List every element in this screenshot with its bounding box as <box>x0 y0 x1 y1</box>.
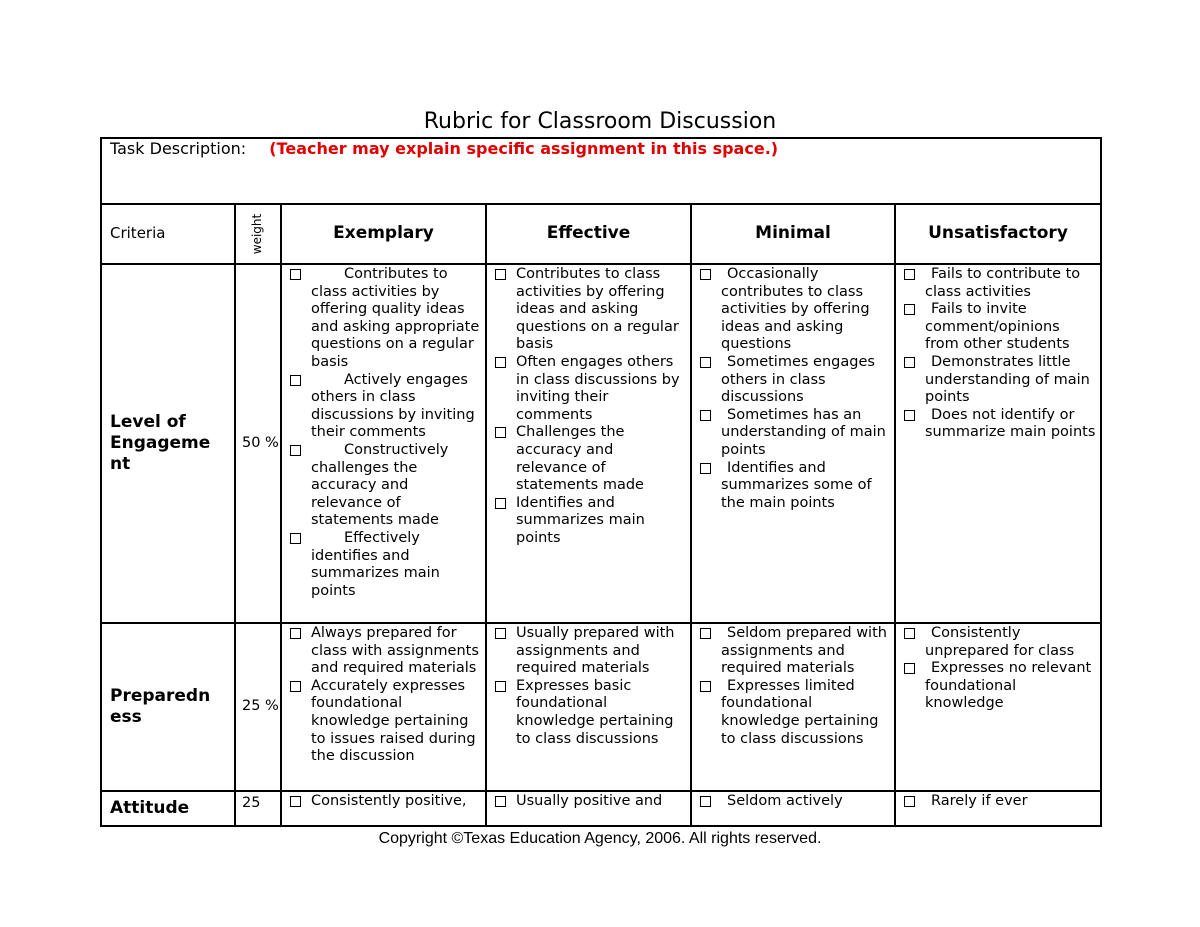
level-header-unsatisfactory: Unsatisfactory <box>895 204 1101 264</box>
checkbox-icon <box>290 375 301 386</box>
list-item <box>700 793 890 811</box>
checkbox-icon <box>904 357 915 368</box>
task-description-row <box>101 138 1101 204</box>
list-item <box>495 354 686 424</box>
criteria-header: Criteria <box>101 204 235 264</box>
criteria-row-preparedness <box>101 623 1101 791</box>
list-item <box>290 266 481 372</box>
list-item <box>495 625 686 678</box>
checkbox-icon <box>495 357 506 368</box>
cell-minimal <box>691 791 895 826</box>
checkbox-icon <box>290 533 301 544</box>
list-item <box>495 678 686 748</box>
list-item <box>290 678 481 766</box>
checkbox-icon <box>495 269 506 280</box>
cell-minimal <box>691 264 895 623</box>
cell-minimal <box>691 623 895 791</box>
list-item <box>904 407 1096 442</box>
list-item <box>904 301 1096 354</box>
checkbox-icon <box>495 628 506 639</box>
criteria-label: Attitude <box>101 791 235 826</box>
checkbox-icon <box>904 663 915 674</box>
list-item <box>290 625 481 678</box>
checkbox-icon <box>495 498 506 509</box>
task-description-label: Task Description: <box>110 139 247 158</box>
item-text: Seldom actively <box>727 793 843 809</box>
checkbox-icon <box>700 463 711 474</box>
item-text: Accurately expresses foundational knowledge pertaining to issues raised during the discussion <box>311 677 476 765</box>
item-text: Contributes to class activities by offering ideas and asking questions on a regular basis <box>516 266 679 353</box>
item-text: Does not identify or summarize main points <box>925 406 1096 441</box>
item-text: Consistently positive, <box>311 793 467 809</box>
criteria-weight: 25 <box>235 791 281 826</box>
checkbox-icon <box>904 304 915 315</box>
list-item <box>700 266 890 354</box>
checkbox-icon <box>904 796 915 807</box>
checkbox-icon <box>700 410 711 421</box>
cell-unsatisfactory <box>895 264 1101 623</box>
checkbox-icon <box>290 445 301 456</box>
cell-exemplary <box>281 264 486 623</box>
checkbox-icon <box>495 681 506 692</box>
copyright-footer: Copyright ©Texas Education Agency, 2006. All rights reserved. <box>378 830 822 847</box>
item-text: Identifies and summarizes some of the main points <box>721 459 872 511</box>
list-item <box>290 372 481 442</box>
task-description-cell <box>101 138 1101 204</box>
list-item <box>700 678 890 748</box>
level-header-exemplary: Exemplary <box>281 204 486 264</box>
criteria-row-engagement <box>101 264 1101 623</box>
checkbox-icon <box>904 628 915 639</box>
criteria-label: Level of Engageme nt <box>101 264 235 623</box>
cell-unsatisfactory <box>895 791 1101 826</box>
header-row <box>101 204 1101 264</box>
item-text: Constructively challenges the accuracy and relevance of statements made <box>311 441 449 529</box>
checkbox-icon <box>904 269 915 280</box>
checkbox-icon <box>290 681 301 692</box>
criteria-weight: 50 % <box>235 264 281 623</box>
checkbox-icon <box>290 796 301 807</box>
checkbox-icon <box>700 628 711 639</box>
criteria-weight: 25 % <box>235 623 281 791</box>
list-item <box>700 460 890 513</box>
item-text: Fails to invite comment/opinions from other students <box>925 301 1070 353</box>
checkbox-icon <box>700 357 711 368</box>
item-text: Occasionally contributes to class activities by offering ideas and asking questions <box>721 266 870 353</box>
item-text: Expresses basic foundational knowledge pertaining to class discussions <box>516 677 674 747</box>
item-text: Sometimes engages others in class discussions <box>721 353 875 406</box>
checkbox-icon <box>700 796 711 807</box>
checkbox-icon <box>290 628 301 639</box>
list-item <box>904 625 1096 660</box>
list-item <box>495 266 686 354</box>
item-text: Sometimes has an understanding of main points <box>721 406 886 458</box>
list-item <box>700 407 890 460</box>
list-item <box>290 793 481 811</box>
checkbox-icon <box>700 681 711 692</box>
cell-exemplary <box>281 623 486 791</box>
task-description-note: (Teacher may explain specific assignment in this space.) <box>269 139 779 158</box>
cell-effective <box>486 623 691 791</box>
list-item <box>904 266 1096 301</box>
item-text: Challenges the accuracy and relevance of statements made <box>516 424 644 494</box>
checkbox-icon <box>700 269 711 280</box>
item-text: Consistently unprepared for class <box>925 625 1075 659</box>
rubric-table <box>100 137 1102 827</box>
item-text: Seldom prepared with assignments and required materials <box>721 625 887 677</box>
item-text: Rarely if ever <box>931 793 1028 809</box>
list-item <box>700 354 890 407</box>
list-item <box>904 660 1096 713</box>
criteria-label: Preparedn ess <box>101 623 235 791</box>
weight-header <box>235 204 281 264</box>
cell-unsatisfactory <box>895 623 1101 791</box>
list-item <box>495 495 686 548</box>
list-item <box>495 424 686 494</box>
item-text: Usually positive and <box>516 793 663 809</box>
item-text: Fails to contribute to class activities <box>925 266 1081 300</box>
item-text: Actively engages others in class discussions by inviting their comments <box>311 371 475 441</box>
level-header-effective: Effective <box>486 204 691 264</box>
list-item <box>700 625 890 678</box>
criteria-row-attitude <box>101 791 1101 826</box>
cell-exemplary <box>281 791 486 826</box>
cell-effective <box>486 264 691 623</box>
level-header-minimal: Minimal <box>691 204 895 264</box>
checkbox-icon <box>495 427 506 438</box>
list-item <box>904 354 1096 407</box>
item-text: Expresses no relevant foundational knowledge <box>925 660 1092 712</box>
item-text: Expresses limited foundational knowledge pertaining to class discussions <box>721 677 879 747</box>
list-item <box>290 442 481 530</box>
item-text: Usually prepared with assignments and required materials <box>516 625 675 677</box>
checkbox-icon <box>290 269 301 280</box>
item-text: Identifies and summarizes main points <box>516 494 645 546</box>
weight-header-label: weight <box>250 213 265 255</box>
checkbox-icon <box>495 796 506 807</box>
item-text: Always prepared for class with assignments and required materials <box>311 625 479 677</box>
page-title: Rubric for Classroom Discussion <box>423 109 777 134</box>
cell-effective <box>486 791 691 826</box>
item-text: Often engages others in class discussions by inviting their comments <box>516 353 680 423</box>
item-text: Effectively identifies and summarizes main points <box>311 529 440 599</box>
list-item <box>290 530 481 600</box>
item-text: Contributes to class activities by offering quality ideas and asking appropriate questions on a regular basis <box>311 266 480 370</box>
checkbox-icon <box>904 410 915 421</box>
list-item <box>495 793 686 811</box>
item-text: Demonstrates little understanding of main points <box>925 353 1090 406</box>
list-item <box>904 793 1096 811</box>
